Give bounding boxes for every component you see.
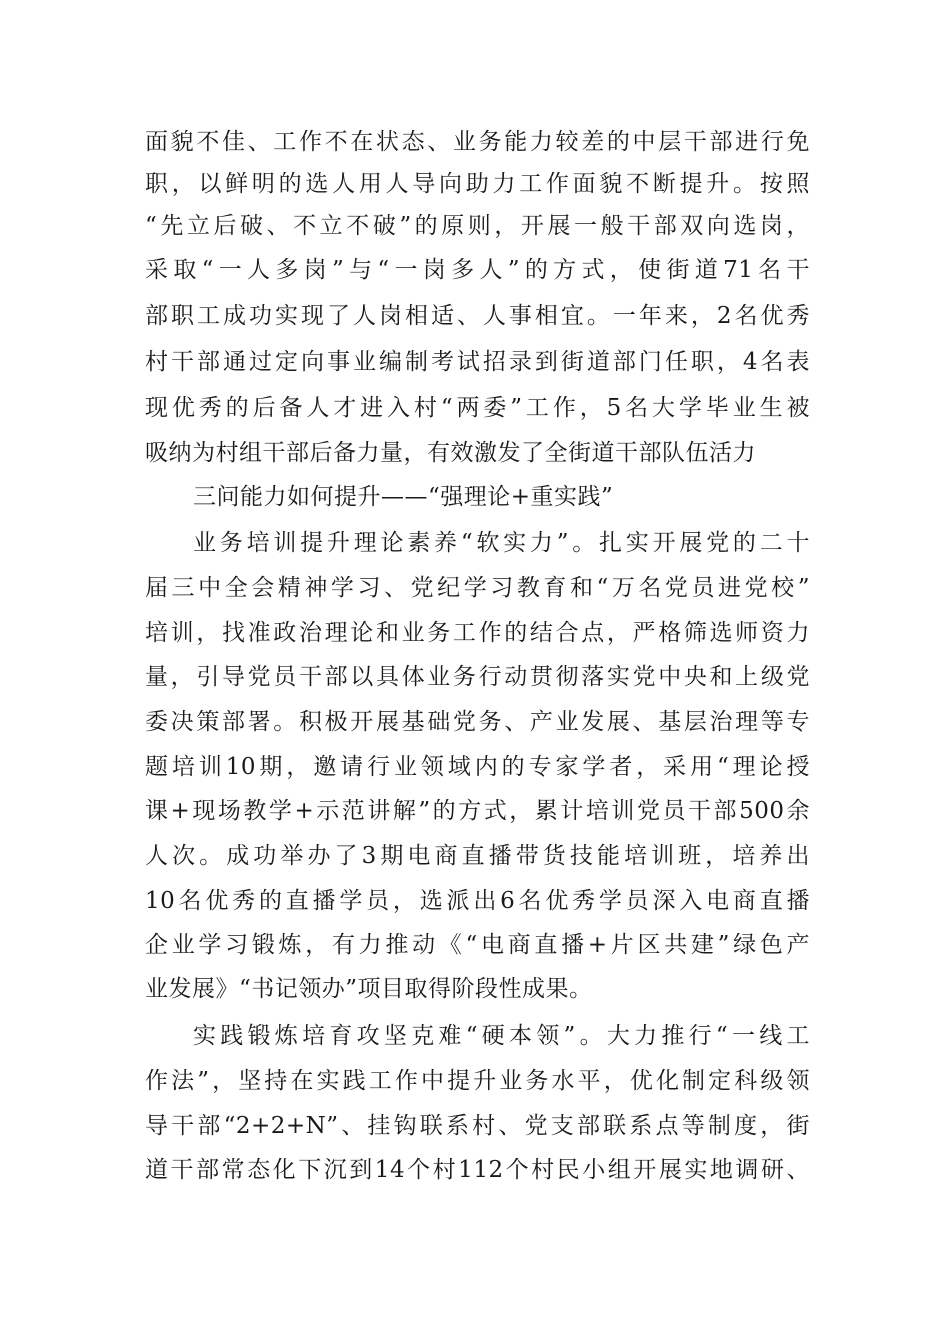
text-line: 部职工成功实现了人岗相适、人事相宜。一年来，2名优秀 <box>145 303 810 329</box>
text-line: 业发展》“书记领办”项目取得阶段性成果。 <box>145 976 593 1002</box>
text-line: 委决策部署。积极开展基础党务、产业发展、基层治理等专 <box>145 709 810 735</box>
text-line: 面貌不佳、工作不在状态、业务能力较差的中层干部进行免 <box>145 129 810 155</box>
text-line: 课+现场教学+示范讲解”的方式，累计培训党员干部500余 <box>145 798 810 824</box>
text-line: 企业学习锻炼，有力推动《“电商直播+片区共建”绿色产 <box>145 932 810 958</box>
paragraph-first-line: 实践锻炼培育攻坚克难“硬本领”。大力推行“一线工 <box>193 1023 810 1049</box>
text-line: 职，以鲜明的选人用人导向助力工作面貌不断提升。按照 <box>145 171 810 197</box>
text-line: 10名优秀的直播学员，选派出6名优秀学员深入电商直播 <box>145 888 810 914</box>
text-line: 导干部“2+2+N”、挂钩联系村、党支部联系点等制度，街 <box>145 1113 810 1139</box>
text-line: 道干部常态化下沉到14个村112个村民小组开展实地调研、 <box>145 1157 810 1183</box>
text-line: 村干部通过定向事业编制考试招录到街道部门任职，4名表 <box>145 349 810 375</box>
text-line: 作法”，坚持在实践工作中提升业务水平，优化制定科级领 <box>145 1068 810 1094</box>
text-line: 培训，找准政治理论和业务工作的结合点，严格筛选师资力 <box>145 620 810 646</box>
text-line: 届三中全会精神学习、党纪学习教育和“万名党员进党校” <box>145 575 810 601</box>
paragraph-first-line: 业务培训提升理论素养“软实力”。扎实开展党的二十 <box>193 530 810 556</box>
text-line: 量，引导党员干部以具体业务行动贯彻落实党中央和上级党 <box>145 664 810 690</box>
text-line: 人次。成功举办了3期电商直播带货技能培训班，培养出 <box>145 843 810 869</box>
text-line: 采取“一人多岗”与“一岗多人”的方式，使街道71名干 <box>145 257 810 283</box>
text-line: 题培训10期，邀请行业领域内的专家学者，采用“理论授 <box>145 754 810 780</box>
text-line: “先立后破、不立不破”的原则，开展一般干部双向选岗， <box>145 213 810 239</box>
text-line: 现优秀的后备人才进入村“两委”工作，5名大学毕业生被 <box>145 395 810 421</box>
text-line: 吸纳为村组干部后备力量，有效激发了全街道干部队伍活力 <box>145 440 756 466</box>
section-heading: 三问能力如何提升——“强理论+重实践” <box>193 484 614 510</box>
